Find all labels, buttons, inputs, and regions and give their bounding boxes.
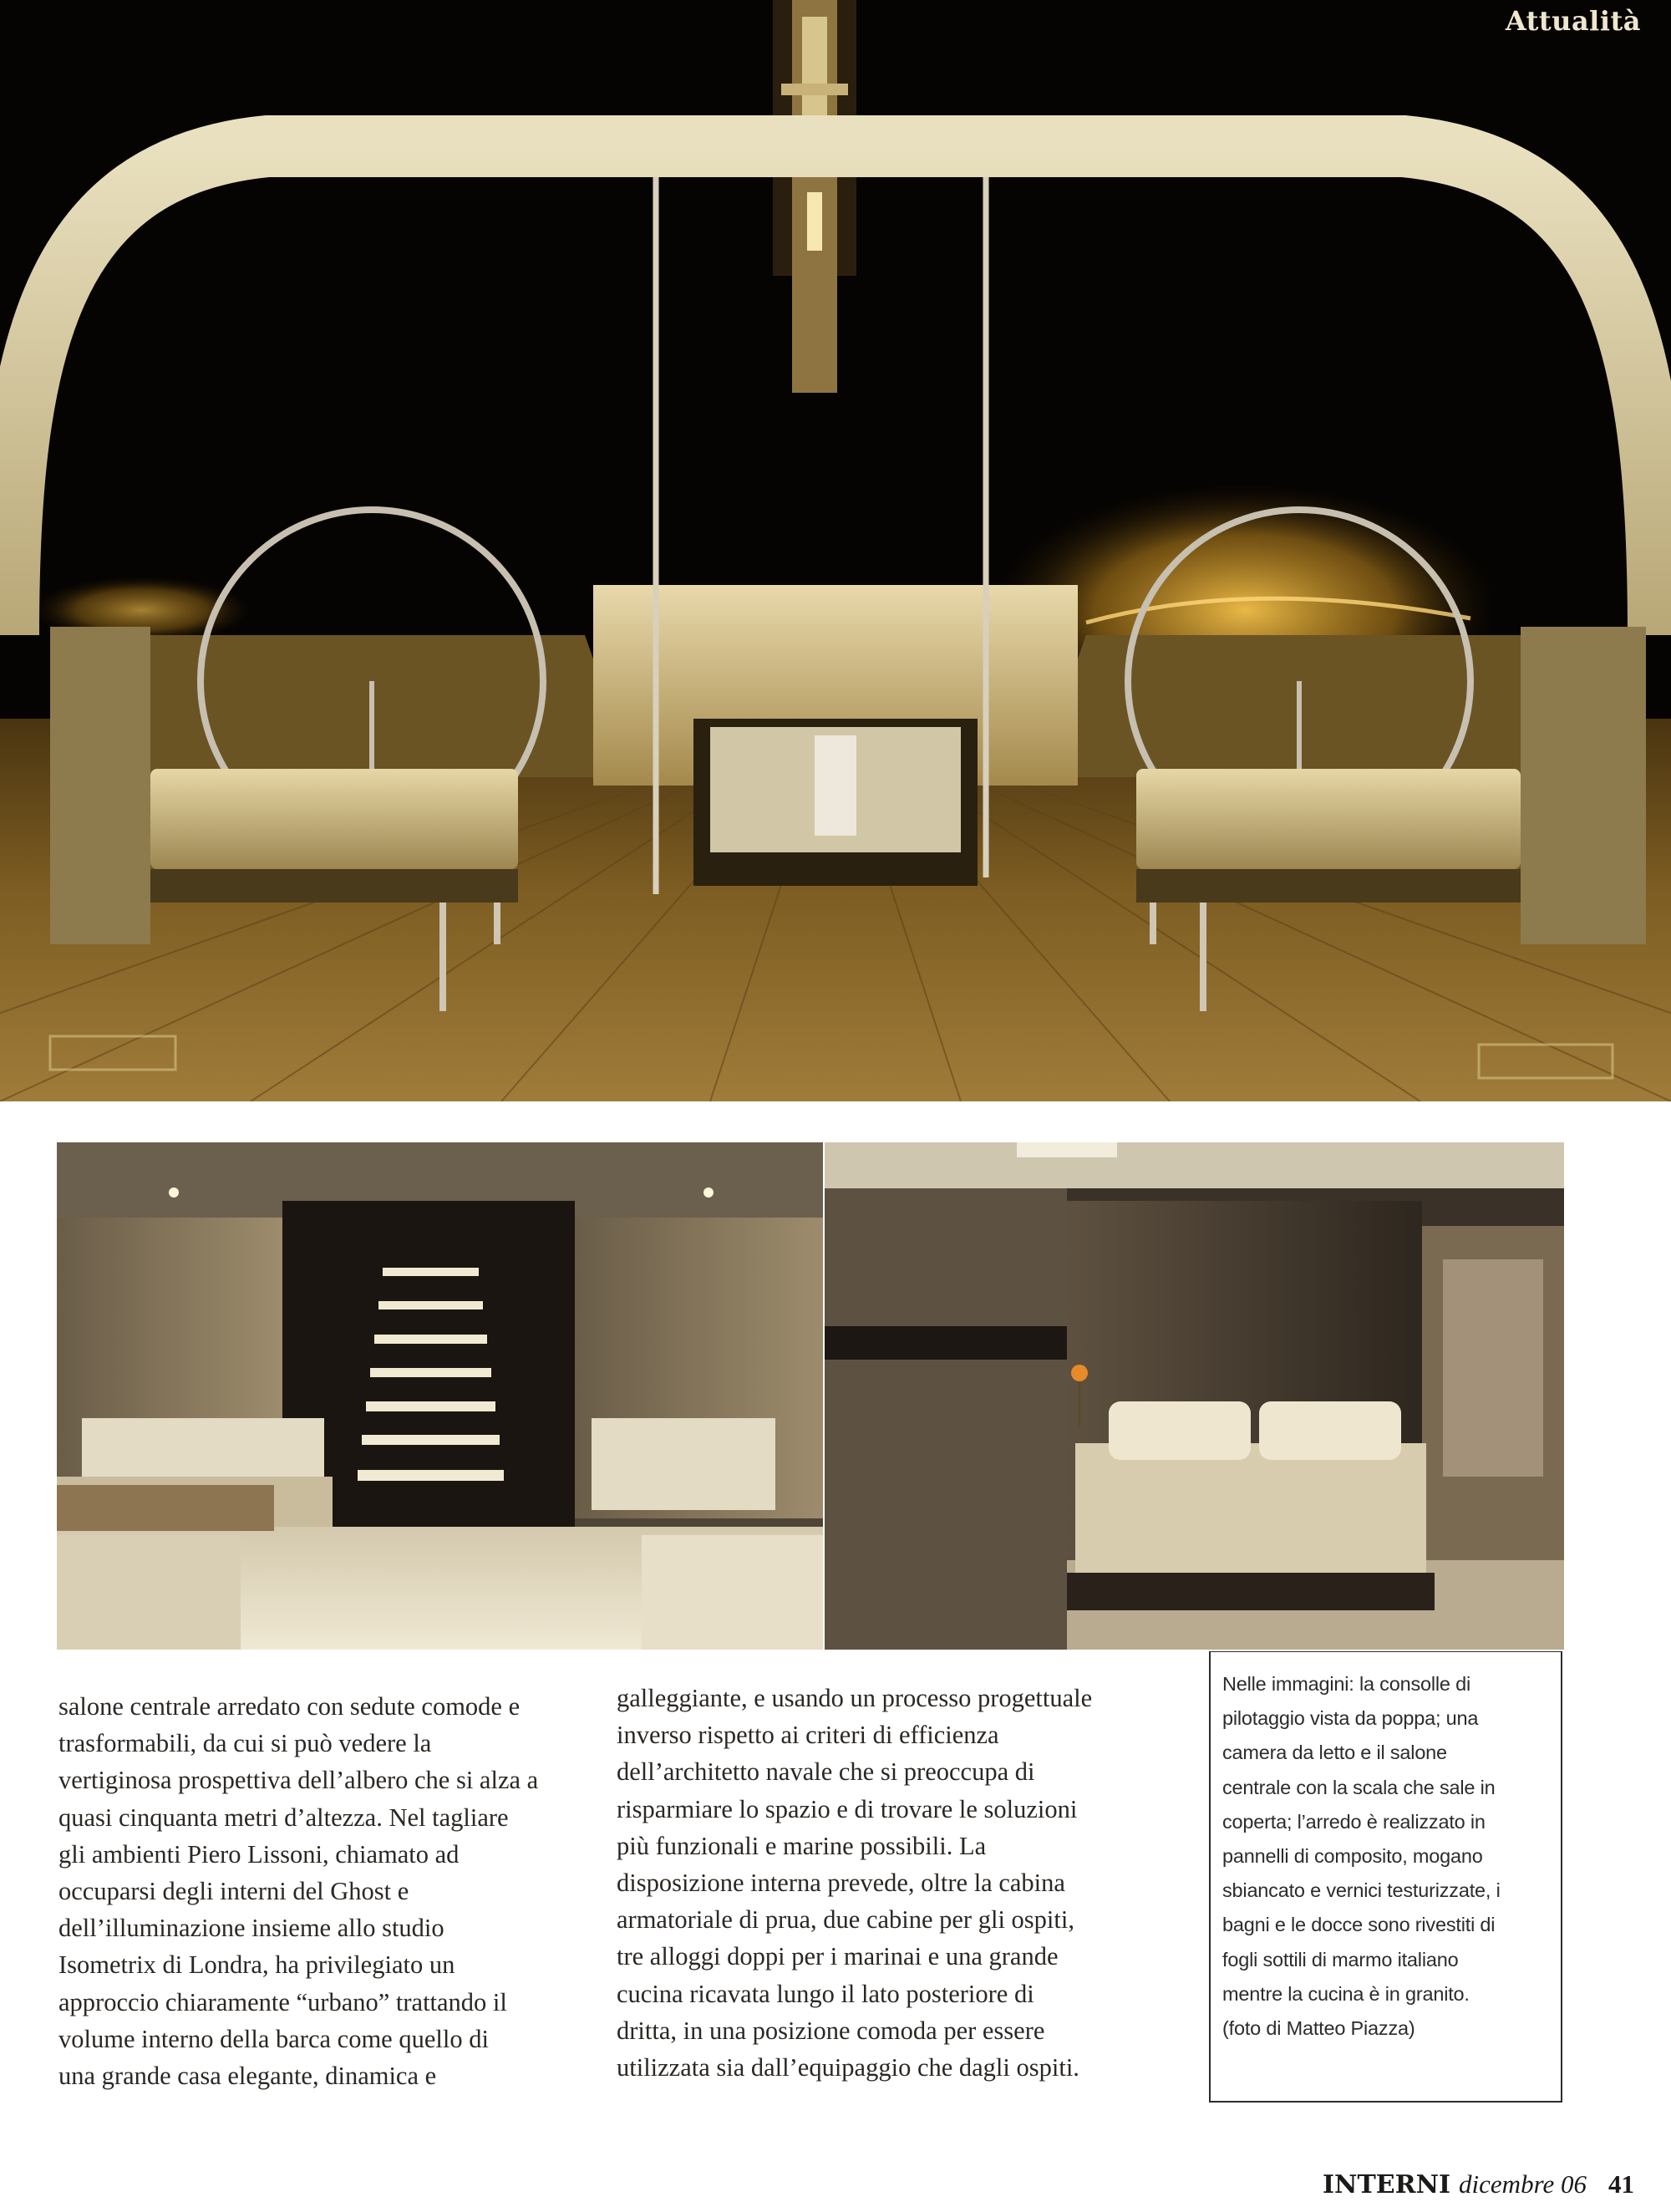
bedroom-photo [825, 1142, 1564, 1650]
night-deck-illustration [0, 0, 1671, 1101]
body-line: risparmiare lo spazio e di trovare le soluzioni [617, 1794, 1078, 1823]
body-line: approccio chiaramente “urbano” trattando il [58, 1987, 507, 2016]
body-line: una grande casa elegante, dinamica e [58, 2062, 437, 2091]
body-line: utilizzata sia dall’equipaggio che dagli ospiti. [617, 2053, 1079, 2082]
page-footer [1323, 2169, 1634, 2199]
caption-line: bagni e le docce sono rivestiti di [1222, 1914, 1496, 1936]
caption-line: camera da letto e il salone [1222, 1742, 1447, 1764]
body-line: vertiginosa prospettiva dell’albero che si alza a [58, 1766, 539, 1795]
body-line: più funzionali e marine possibili. La [617, 1831, 987, 1860]
body-column-2 [617, 1680, 1168, 2086]
section-label: Attualità [1505, 5, 1641, 37]
body-line: quasi cinquanta metri d’altezza. Nel tagliare [58, 1803, 509, 1832]
caption-line: (foto di Matteo Piazza) [1222, 2017, 1415, 2040]
caption-line: coperta; l’arredo è realizzato in [1222, 1810, 1486, 1833]
hero-photo [0, 0, 1671, 1101]
body-line: disposizione interna prevede, oltre la cabina [617, 1869, 1065, 1898]
caption-line: sbiancato e vernici testurizzate, i [1222, 1879, 1501, 1902]
salon-photo [57, 1142, 823, 1650]
salon-illustration [57, 1142, 823, 1650]
caption-line: Nelle immagini: la consolle di [1222, 1673, 1471, 1695]
caption-line: fogli sottili di marmo italiano [1222, 1948, 1459, 1970]
body-line: armatoriale di prua, due cabine per gli ospiti, [617, 1905, 1074, 1935]
body-line: gli ambienti Piero Lissoni, chiamato ad [58, 1839, 460, 1869]
caption-line: centrale con la scala che sale in [1222, 1776, 1496, 1798]
body-line: tre alloggi doppi per i marinai e una grande [617, 1942, 1059, 1971]
body-line: dritta, in una posizione comoda per essere [617, 2016, 1045, 2045]
body-line: occuparsi degli interni del Ghost e [58, 1877, 409, 1906]
caption-line: mentre la cucina è in granito. [1222, 1982, 1470, 2005]
body-line: inverso rispetto ai criteri di efficienza [617, 1721, 999, 1750]
body-line: volume interno della barca come quello di [58, 2024, 489, 2053]
caption-line: pannelli di composito, mogano [1222, 1845, 1483, 1868]
body-line: trasformabili, da cui si può vedere la [58, 1729, 432, 1758]
body-column-1 [58, 1688, 576, 2094]
magazine-name: INTERNI [1323, 2170, 1451, 2199]
bedroom-illustration [825, 1142, 1564, 1650]
page-number: 41 [1608, 2169, 1634, 2199]
caption-text [1222, 1667, 1557, 2046]
body-line: cucina ricavata lungo il lato posteriore di [617, 1979, 1034, 2008]
body-line: dell’architetto navale che si preoccupa di [617, 1757, 1035, 1787]
body-line: dell’illuminazione insieme allo studio [58, 1914, 444, 1943]
issue-date: dicembre 06 [1459, 2169, 1587, 2199]
body-line: salone centrale arredato con sedute comode e [58, 1692, 521, 1721]
body-line: galleggiante, e usando un processo progettuale [617, 1684, 1093, 1712]
caption-line: pilotaggio vista da poppa; una [1222, 1707, 1479, 1730]
body-line: Isometrix di Londra, ha privilegiato un [58, 1950, 455, 1980]
